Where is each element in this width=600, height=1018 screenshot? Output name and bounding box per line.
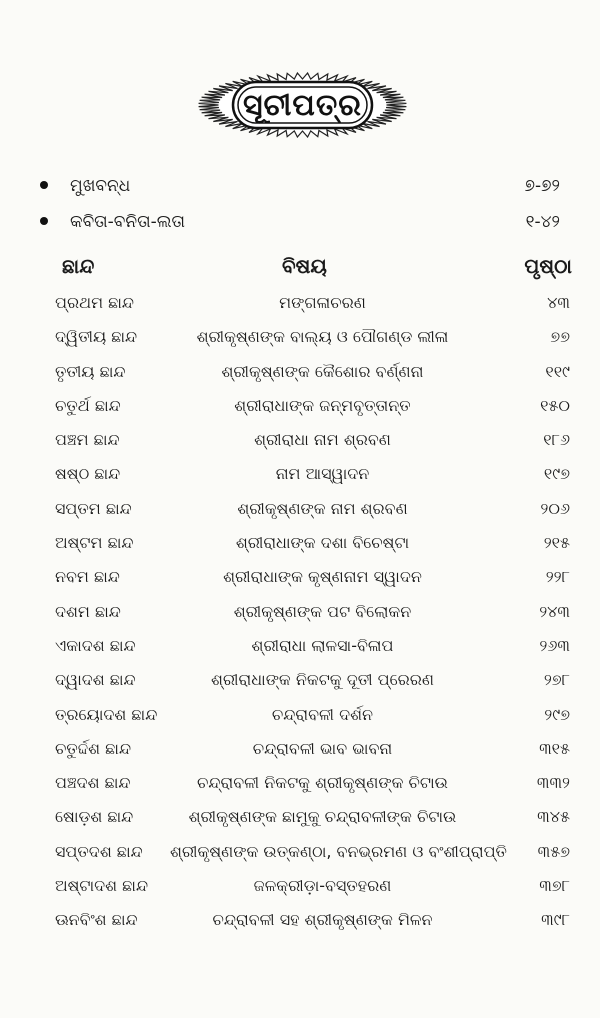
chapter-name: ଷୋଡ଼ଶ ଛାନ୍ଦ [55,807,134,827]
chapter-name: ପଞ୍ଚମ ଛାନ୍ଦ [55,430,120,450]
front-matter-item [40,208,560,236]
chapter-subject: ଶ୍ରୀକୃଷ୍ଣଙ୍କ ଉତ୍କଣ୍ଠା, ବନଭ୍ରମଣ ଓ ବଂଶୀପ୍ରାପ୍ତି [170,841,507,861]
toc-row [55,835,570,869]
chapter-name: ଅଷ୍ଟମ ଛାନ୍ଦ [55,533,134,553]
chapter-name: ଦ୍ୱାଦଶ ଛାନ୍ଦ [55,670,136,690]
chapter-subject: ଚନ୍ଦ୍ରାବଳୀ ଦର୍ଶନ [271,704,374,724]
chapter-subject: ଚନ୍ଦ୍ରାବଳୀ ସହ ଶ୍ରୀକୃଷ୍ଣଙ୍କ ମିଳନ [212,910,433,930]
chapter-page: ୩୭୮ [539,876,570,896]
chapter-name: ଏକାଦଶ ଛାନ୍ଦ [55,635,136,655]
chapter-name: ଅଷ୍ଟାଦଶ ଛାନ୍ଦ [55,876,149,896]
chapter-page: ୨୬୩ [539,635,570,655]
chapter-page: ୨୧୫ [543,533,570,553]
chapter-page: ୨୦୬ [540,498,570,518]
header-subject: ବିଷୟ [282,254,327,278]
chapter-page: ୪୩ [547,293,570,312]
toc-row [55,595,570,629]
chapter-name: ଚତୁର୍ଥ ଛାନ୍ଦ [55,395,121,415]
chapter-subject: ଶ୍ରୀକୃଷ୍ଣଙ୍କ ପଟ ବିଲୋକନ [233,601,412,621]
toc-row [55,286,570,320]
chapter-name: ଚତୁର୍ଦ୍ଦଶ ଛାନ୍ଦ [55,738,132,758]
chapter-subject: ଶ୍ରୀକୃଷ୍ଣଙ୍କ କୈଶୋର ବର୍ଣ୍ଣନା [221,361,424,381]
chapter-name: ସପ୍ତମ ଛାନ୍ଦ [55,498,132,518]
chapter-page: ୨୯୭ [544,704,570,724]
chapter-subject: ଶ୍ରୀରାଧାଙ୍କ କୃଷ୍ଣନାମ ସ୍ୱାଦନ [223,567,422,587]
header-chapter: ଛାନ୍ଦ [62,254,95,278]
chapter-page: ୨୭୮ [543,670,570,690]
chapter-name: ପଞ୍ଚଦଶ ଛାନ୍ଦ [55,773,131,793]
toc-row [55,389,570,423]
chapter-page: ୨୨୮ [545,567,570,587]
chapter-subject: ଶ୍ରୀରାଧାଙ୍କ ଜନ୍ମବୃତ୍ତାନ୍ତ [234,395,411,415]
chapter-subject: ଚନ୍ଦ୍ରାବଳୀ ନିକଟକୁ ଶ୍ରୀକୃଷ୍ଣଙ୍କ ଚିଟାଉ [197,773,448,793]
chapter-page: ୩୧୫ [539,738,570,758]
chapter-subject: ଶ୍ରୀକୃଷ୍ଣଙ୍କ ଛାମୁକୁ ଚନ୍ଦ୍ରାବଳୀଙ୍କ ଚିଟାଉ [188,807,457,827]
chapter-subject: ମଙ୍ଗଳାଚରଣ [279,293,366,312]
toc-row [55,457,570,491]
toc-row [55,492,570,526]
toc-row [55,766,570,800]
chapter-subject: ଶ୍ରୀକୃଷ୍ଣଙ୍କ ବାଲ୍ୟ ଓ ପୌଗଣ୍ଡ ଲୀଳା [196,327,449,347]
chapter-name: ନବମ ଛାନ୍ଦ [55,567,120,587]
chapter-name: ଦ୍ୱିତୀୟ ଛାନ୍ଦ [55,327,138,347]
toc-row [55,320,570,354]
chapter-name: ଊନବିଂଶ ଛାନ୍ଦ [55,910,138,930]
chapter-subject: ଚନ୍ଦ୍ରାବଳୀ ଭାବ ଭାବନା [252,738,393,758]
chapter-subject: ଶ୍ରୀରାଧାଙ୍କ ଦଶା ବିଚେଷ୍ଟା [235,533,410,553]
toc-row [55,629,570,663]
chapter-page: ୧୫୦ [540,395,570,415]
chapter-page: ୩୯୮ [541,910,570,930]
page-title: ସୂଚୀପତ୍ର [243,87,362,123]
chapter-page: ୭୭ [550,327,570,347]
front-matter-item [40,172,560,200]
toc-row [55,526,570,560]
chapter-page: ୨୪୩ [539,601,570,621]
chapter-subject: ଶ୍ରୀରାଧା ନାମ ଶ୍ରବଣ [254,430,391,450]
chapter-name: ତ୍ରୟୋଦଶ ଛାନ୍ଦ [55,704,158,724]
chapter-page: ୧୯୭ [543,464,570,484]
chapter-subject: ନାମ ଆସ୍ୱାଦନ [275,464,370,484]
title-badge [195,72,410,138]
toc-row [55,663,570,697]
toc-row [55,355,570,389]
toc-row [55,732,570,766]
chapter-page: ୩୪୫ [537,807,570,827]
bullet-icon [40,217,48,225]
chapter-subject: ଶ୍ରୀରାଧାଙ୍କ ନିକଟକୁ ଦୂତୀ ପ୍ରେରଣ [210,670,435,690]
toc-row [55,903,570,937]
front-matter-label: କବିତା-ବନିତା-ଲତା [70,212,186,232]
toc-row [55,698,570,732]
chapter-subject: ଜଳକ୍ରୀଡ଼ା-ବସ୍ତହରଣ [253,876,392,896]
chapter-page: ୩୫୭ [537,841,570,861]
toc-header [62,250,572,282]
front-matter-label: ମୁଖବନ୍ଧ [70,176,131,196]
bullet-icon [40,181,48,189]
chapter-page: ୧୧୯ [545,361,570,381]
front-matter-pages: ୭-୭୨ [524,176,560,196]
toc-row [55,800,570,834]
front-matter-pages: ୧-୪୨ [525,212,560,232]
chapter-page: ୩୩୨ [536,773,570,793]
chapter-name: ଷଷ୍ଠ ଛାନ୍ଦ [55,464,121,484]
chapter-name: ଦଶମ ଛାନ୍ଦ [55,601,121,621]
chapter-name: ସପ୍ତଦଶ ଛାନ୍ଦ [55,841,143,861]
chapter-page: ୧୮୬ [543,430,570,450]
toc-row [55,560,570,594]
chapter-subject: ଶ୍ରୀକୃଷ୍ଣଙ୍କ ନାମ ଶ୍ରବଣ [237,498,408,518]
chapter-subject: ଶ୍ରୀରାଧା ଲାଳସା-ବିଳାପ [251,635,394,655]
toc-row [55,423,570,457]
chapter-name: ତୃତୀୟ ଛାନ୍ଦ [55,361,126,381]
header-page: ପୃଷ୍ଠା [524,254,572,278]
toc-row [55,869,570,903]
chapter-name: ପ୍ରଥମ ଛାନ୍ଦ [55,293,134,312]
toc-list [55,286,570,938]
